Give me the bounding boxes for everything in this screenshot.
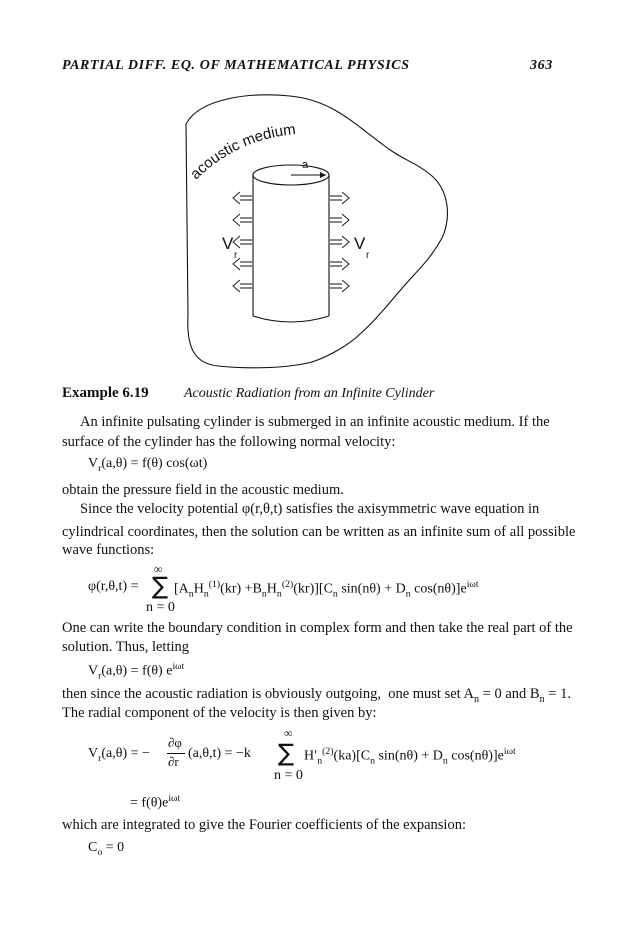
paragraph-2: obtain the pressure field in the acoustic medium. [62,482,344,498]
equation-radial: ∞ $V_r(a,\theta)$ = − ∂φ ∂r (a,θ,t) = −k ∑ $H'_n^{(2)}(ka)[C_n$ $\sin(n\theta) + D_n$ $\cos(n\theta)]e^{i\omega t}$ n = 0 [88,726,516,783]
radius-label: a [302,159,309,171]
paragraph-4-line-2: solution. Thus, letting [62,639,190,655]
equation-velocity: $V_r(a,\theta) = f(\theta)$ cos(ωt) [88,456,208,474]
equation-c0: $C_o = 0$ [88,840,125,858]
left-velocity-arrows [233,192,252,292]
equation-potential: ∞ φ(r,θ,t) = ∑ $[A_nH_n^{(1)}(kr) +B_nH_n^{(2)}(kr)][C_n$ $\sin(n\theta) + D_n$ $\cos(n\theta)]e^{i\omega t}$ n = 0 [88,562,479,615]
paragraph-4-line-1: One can write the boundary condition in complex form and then take the real part of the [62,620,573,636]
velocity-label-left: V [222,234,234,253]
cylinder-bottom [253,316,329,322]
running-title: PARTIAL DIFF. EQ. OF MATHEMATICAL PHYSICS [62,58,410,73]
paragraph-5-line-2: The radial component of the velocity is then given by: [62,705,377,721]
page-number: 363 [530,58,553,73]
paragraph-1-line-2: surface of the cylinder has the following normal velocity: [62,434,396,450]
example-number: Example 6.19 [62,385,149,401]
example-title: Acoustic Radiation from an Infinite Cylinder [184,386,435,401]
equation-complex: $V_r(a,\theta) = f(\theta)$ $e^{i\omega t}$ [88,661,185,682]
cylinder-figure [180,88,460,378]
paragraph-6: which are integrated to give the Fourier coefficients of the expansion: [62,817,466,833]
medium-label: acoustic medium [187,121,297,183]
paragraph-3-line-3: wave functions: [62,542,155,558]
paragraph-1-line-1: An infinite pulsating cylinder is submerged in an infinite acoustic medium. If the [80,414,550,430]
paragraph-3-line-2: cylindrical coordinates, then the solution can be written as an infinite sum of all possible [62,524,576,540]
velocity-subscript-right: r [366,250,370,261]
paragraph-3-line-1: Since the velocity potential φ(r,θ,t) satisfies the axisymmetric wave equation in [80,501,540,517]
equation-radial-rhs: = $f(\theta)e^{i\omega t}$ [130,793,181,811]
medium-boundary [186,95,447,368]
velocity-subscript-left: r [234,250,238,261]
paragraph-5-line-1: then since the acoustic radiation is obviously outgoing, one must set $A_n = 0$ and $B_n = 1$. [62,686,571,705]
right-velocity-arrows [330,192,349,292]
velocity-label-right: V [354,234,366,253]
